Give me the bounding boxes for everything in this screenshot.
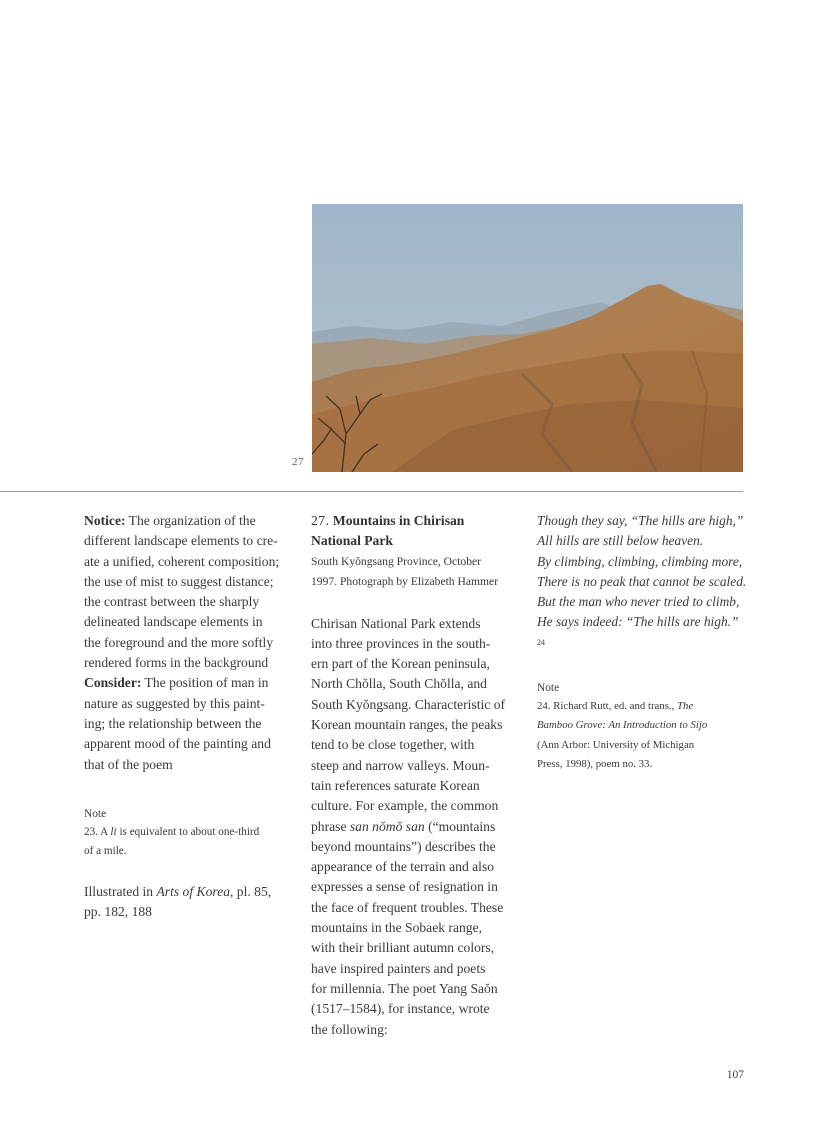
- body-line: steep and narrow valleys. Moun-: [311, 757, 490, 773]
- footnote-book-title: Bamboo Grove: An Introduction to Sijo: [537, 719, 708, 732]
- mountain-photograph: [312, 204, 743, 472]
- body-line: the following:: [311, 1021, 388, 1037]
- body-line: Chirisan National Park extends: [311, 615, 481, 631]
- caption-subtitle: [311, 552, 521, 592]
- middle-column: [311, 511, 521, 1040]
- footnote-italic-term: li: [110, 825, 117, 838]
- caption-subtitle-line: 1997. Photograph by Elizabeth Hammer: [311, 574, 499, 588]
- korean-phrase: san nŏmŏ san: [349, 818, 425, 834]
- consider-line: ing; the relationship between the: [84, 715, 262, 731]
- body-line: tend to be close together, with: [311, 737, 475, 753]
- horizontal-divider: [0, 491, 743, 492]
- notice-line: rendered forms in the background: [84, 655, 269, 671]
- body-line: culture. For example, the common: [311, 798, 499, 814]
- footnote-text: 23. A: [84, 825, 111, 838]
- footnote-text: of a mile.: [84, 845, 127, 858]
- notice-line: different landscape elements to cre-: [84, 533, 278, 549]
- page-number: 107: [726, 1069, 744, 1081]
- right-column: [537, 511, 752, 775]
- poem: [537, 511, 752, 657]
- consider-line: that of the poem: [84, 756, 173, 772]
- poem-line: By climbing, climbing, climbing more,: [537, 553, 743, 569]
- footnote-marker: 24: [537, 637, 545, 647]
- consider-line: nature as suggested by this paint-: [84, 695, 265, 711]
- consider-line: apparent mood of the painting and: [84, 736, 271, 752]
- consider-label: Consider:: [84, 675, 142, 691]
- body-line: mountains in the Sobaek range,: [311, 920, 483, 936]
- notice-label: Notice:: [84, 513, 126, 528]
- footnote-24: [537, 697, 752, 775]
- notice-line: the use of mist to suggest distance;: [84, 573, 274, 589]
- reference-text: Illustrated in: [84, 883, 157, 899]
- notice-paragraph: [84, 511, 294, 775]
- footnote-text: Press, 1998), poem no. 33.: [537, 758, 653, 771]
- poem-line: There is no peak that cannot be scaled.: [537, 573, 747, 589]
- body-line: tain references saturate Korean: [311, 777, 480, 793]
- left-column: [84, 511, 294, 922]
- figure-number: 27: [292, 456, 304, 468]
- body-line: phrase: [311, 818, 350, 834]
- notice-line: ate a unified, coherent composition;: [84, 553, 280, 569]
- consider-line: The position of man in: [141, 675, 269, 691]
- body-line: beyond mountains”) describes the: [311, 838, 496, 854]
- body-line: expresses a sense of resignation in: [311, 879, 498, 895]
- footnote-text: 24. Richard Rutt, ed. and trans.,: [537, 699, 678, 712]
- reference-pages: pp. 182, 188: [84, 904, 152, 920]
- body-line: Korean mountain ranges, the peaks: [311, 717, 503, 733]
- reference-book-title: Arts of Korea: [156, 883, 230, 899]
- note-label: Note: [84, 807, 107, 820]
- body-line: South Kyŏngsang. Characteristic of: [311, 696, 506, 712]
- footnote-book-title: The: [677, 699, 694, 712]
- body-line: (“mountains: [424, 818, 496, 834]
- body-line: (1517–1584), for instance, wrote: [311, 1001, 490, 1017]
- caption-subtitle-line: South Kyŏngsang Province, October: [311, 554, 482, 568]
- notice-line: The organization of the: [125, 513, 256, 528]
- reference-text: , pl. 85,: [230, 883, 272, 899]
- caption-title: [311, 511, 521, 552]
- poem-line: All hills are still below heaven.: [537, 533, 704, 549]
- caption-title-text: National Park: [311, 533, 393, 549]
- notice-line: the contrast between the sharply: [84, 594, 260, 610]
- poem-line: But the man who never tried to climb,: [537, 594, 740, 610]
- body-line: appearance of the terrain and also: [311, 859, 495, 875]
- notice-line: the foreground and the more softly: [84, 634, 274, 650]
- footnote-text: is equivalent to about one-third: [116, 825, 260, 838]
- body-line: North Chŏlla, South Chŏlla, and: [311, 676, 487, 692]
- illustration-reference: [84, 882, 294, 923]
- body-line: for millennia. The poet Yang Saŏn: [311, 980, 498, 996]
- poem-line: He says indeed: “The hills are high.”: [537, 614, 739, 630]
- body-line: the face of frequent troubles. These: [311, 899, 504, 915]
- footnote-23: [84, 823, 294, 862]
- body-line: into three provinces in the south-: [311, 635, 491, 651]
- body-line: ern part of the Korean peninsula,: [311, 656, 490, 672]
- note-label: Note: [537, 681, 560, 694]
- caption-number: 27.: [311, 513, 330, 528]
- body-paragraph: [311, 614, 521, 1040]
- footnote-text: (Ann Arbor: University of Michigan: [537, 738, 695, 751]
- caption-title-text: Mountains in Chirisan: [329, 513, 465, 528]
- poem-line: Though they say, “The hills are high,”: [537, 513, 744, 528]
- body-line: have inspired painters and poets: [311, 960, 486, 976]
- body-line: with their brilliant autumn colors,: [311, 940, 495, 956]
- notice-line: delineated landscape elements in: [84, 614, 263, 630]
